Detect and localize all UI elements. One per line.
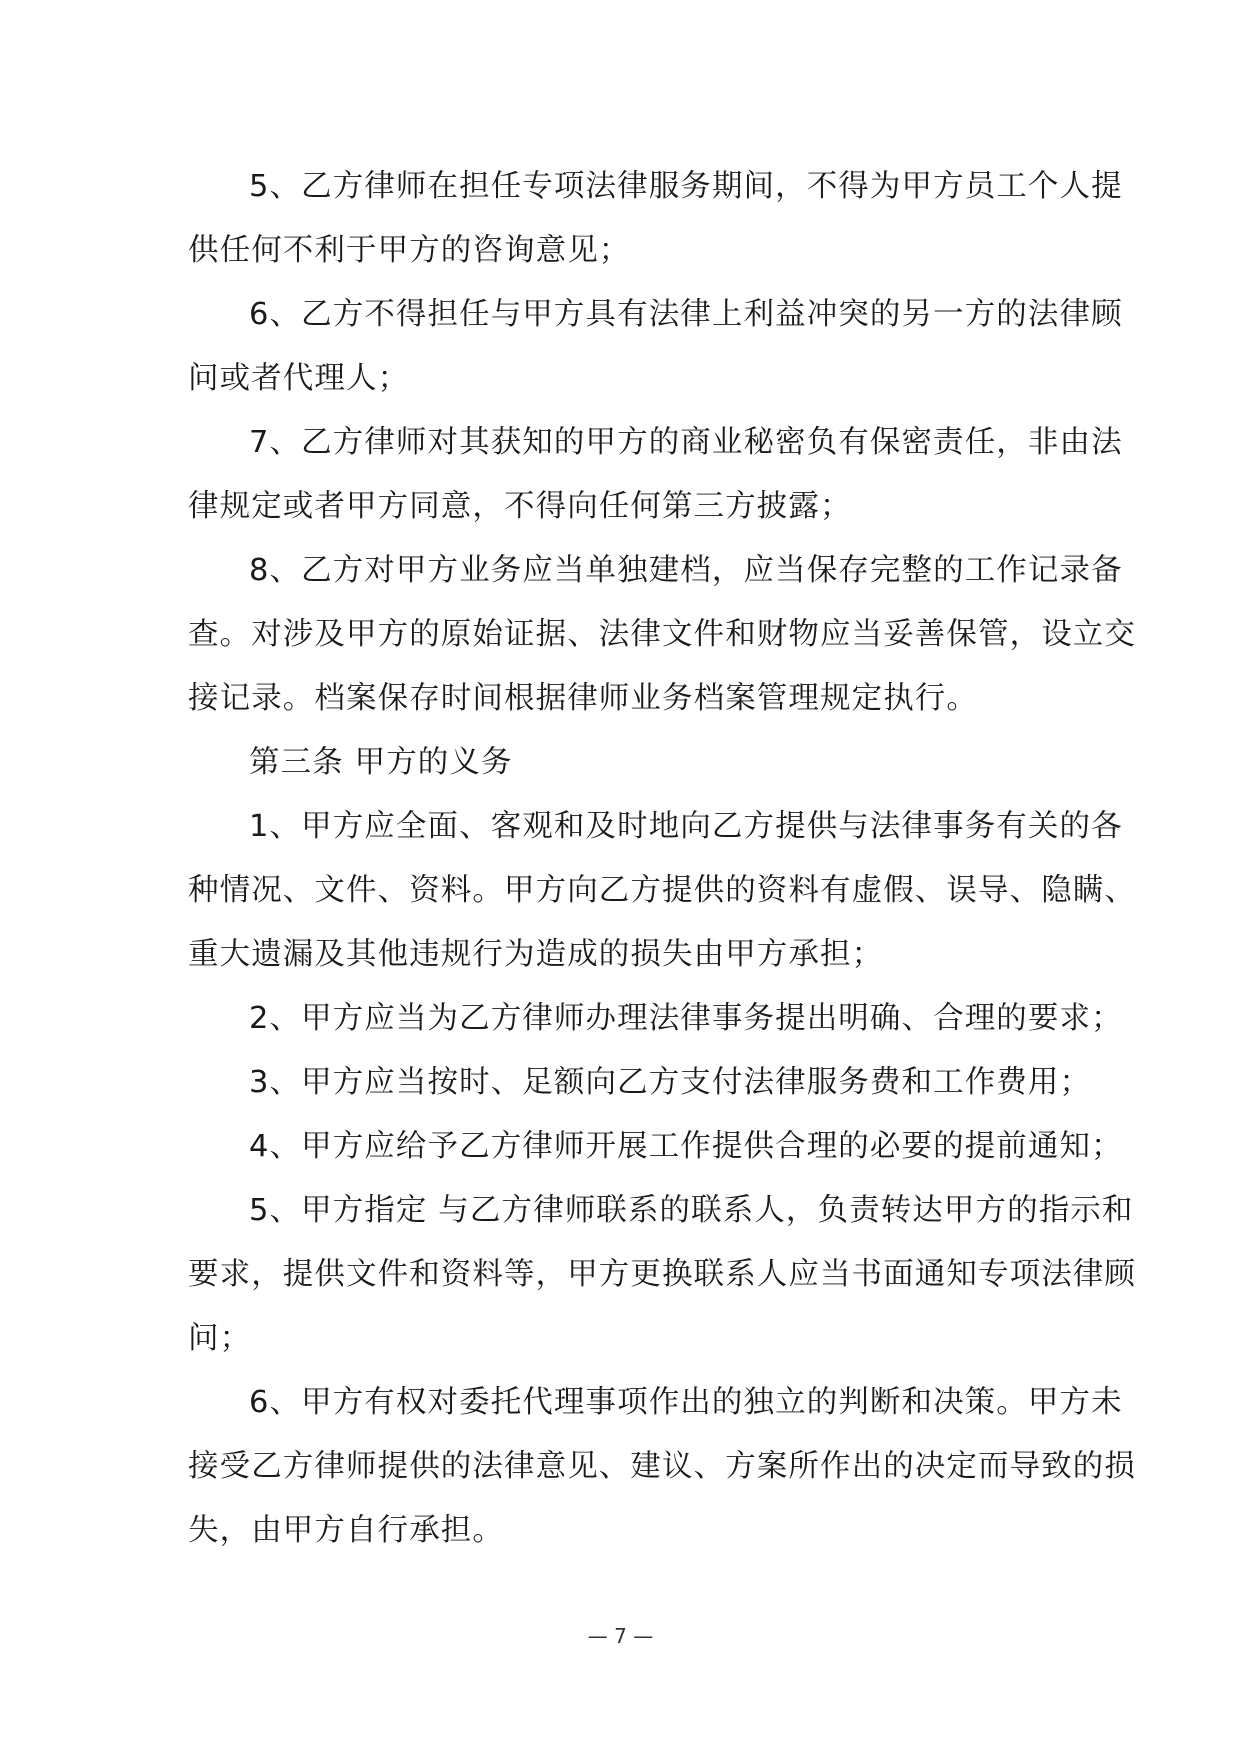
text-line: 查。对涉及甲方的原始证据、法律文件和财物应当妥善保管，设立交	[188, 617, 1136, 652]
text-line: 第三条 甲方的义务	[249, 745, 513, 780]
text-line: 4、甲方应给予乙方律师开展工作提供合理的必要的提前通知；	[249, 1129, 1123, 1164]
page-number: — 7 —	[587, 1624, 654, 1648]
text-line: 供任何不利于甲方的咨询意见；	[188, 233, 631, 268]
text-line: 问；	[188, 1321, 252, 1356]
paragraph	[188, 1179, 1136, 1371]
paragraph	[188, 411, 1123, 539]
text-line: 接受乙方律师提供的法律意见、建议、方案所作出的决定而导致的损	[188, 1449, 1136, 1484]
text-line: 要求，提供文件和资料等，甲方更换联系人应当书面通知专项法律顾	[188, 1257, 1136, 1292]
text-line: 1、甲方应全面、客观和及时地向乙方提供与法律事务有关的各	[249, 809, 1123, 844]
text-line: 接记录。档案保存时间根据律师业务档案管理规定执行。	[188, 681, 978, 716]
paragraph	[188, 283, 1123, 411]
text-line: 2、甲方应当为乙方律师办理法律事务提出明确、合理的要求；	[249, 1001, 1123, 1036]
paragraph	[188, 155, 1123, 283]
document-body	[188, 155, 1136, 1563]
text-line: 问或者代理人；	[188, 361, 410, 396]
paragraph	[188, 1051, 1092, 1115]
paragraph	[188, 1371, 1136, 1563]
text-line: 7、乙方律师对其获知的甲方的商业秘密负有保密责任，非由法	[249, 425, 1123, 460]
paragraph	[188, 539, 1136, 731]
text-line: 3、甲方应当按时、足额向乙方支付法律服务费和工作费用；	[249, 1065, 1092, 1100]
text-line: 8、乙方对甲方业务应当单独建档，应当保存完整的工作记录备	[249, 553, 1123, 588]
text-line: 律规定或者甲方同意，不得向任何第三方披露；	[188, 489, 852, 524]
text-line: 种情况、文件、资料。甲方向乙方提供的资料有虚假、误导、隐瞒、	[188, 873, 1136, 908]
paragraph	[188, 987, 1123, 1051]
paragraph	[188, 1115, 1123, 1179]
paragraph	[188, 731, 1056, 795]
paragraph	[188, 795, 1136, 987]
text-line: 重大遗漏及其他违规行为造成的损失由甲方承担；	[188, 937, 884, 972]
text-line: 失，由甲方自行承担。	[188, 1513, 504, 1548]
text-line: 6、乙方不得担任与甲方具有法律上利益冲突的另一方的法律顾	[249, 297, 1123, 332]
text-line: 6、甲方有权对委托代理事项作出的独立的判断和决策。甲方未	[249, 1385, 1123, 1420]
text-line: 5、乙方律师在担任专项法律服务期间，不得为甲方员工个人提	[249, 169, 1123, 204]
text-line: 5、甲方指定 与乙方律师联系的联系人，负责转达甲方的指示和	[249, 1193, 1134, 1228]
